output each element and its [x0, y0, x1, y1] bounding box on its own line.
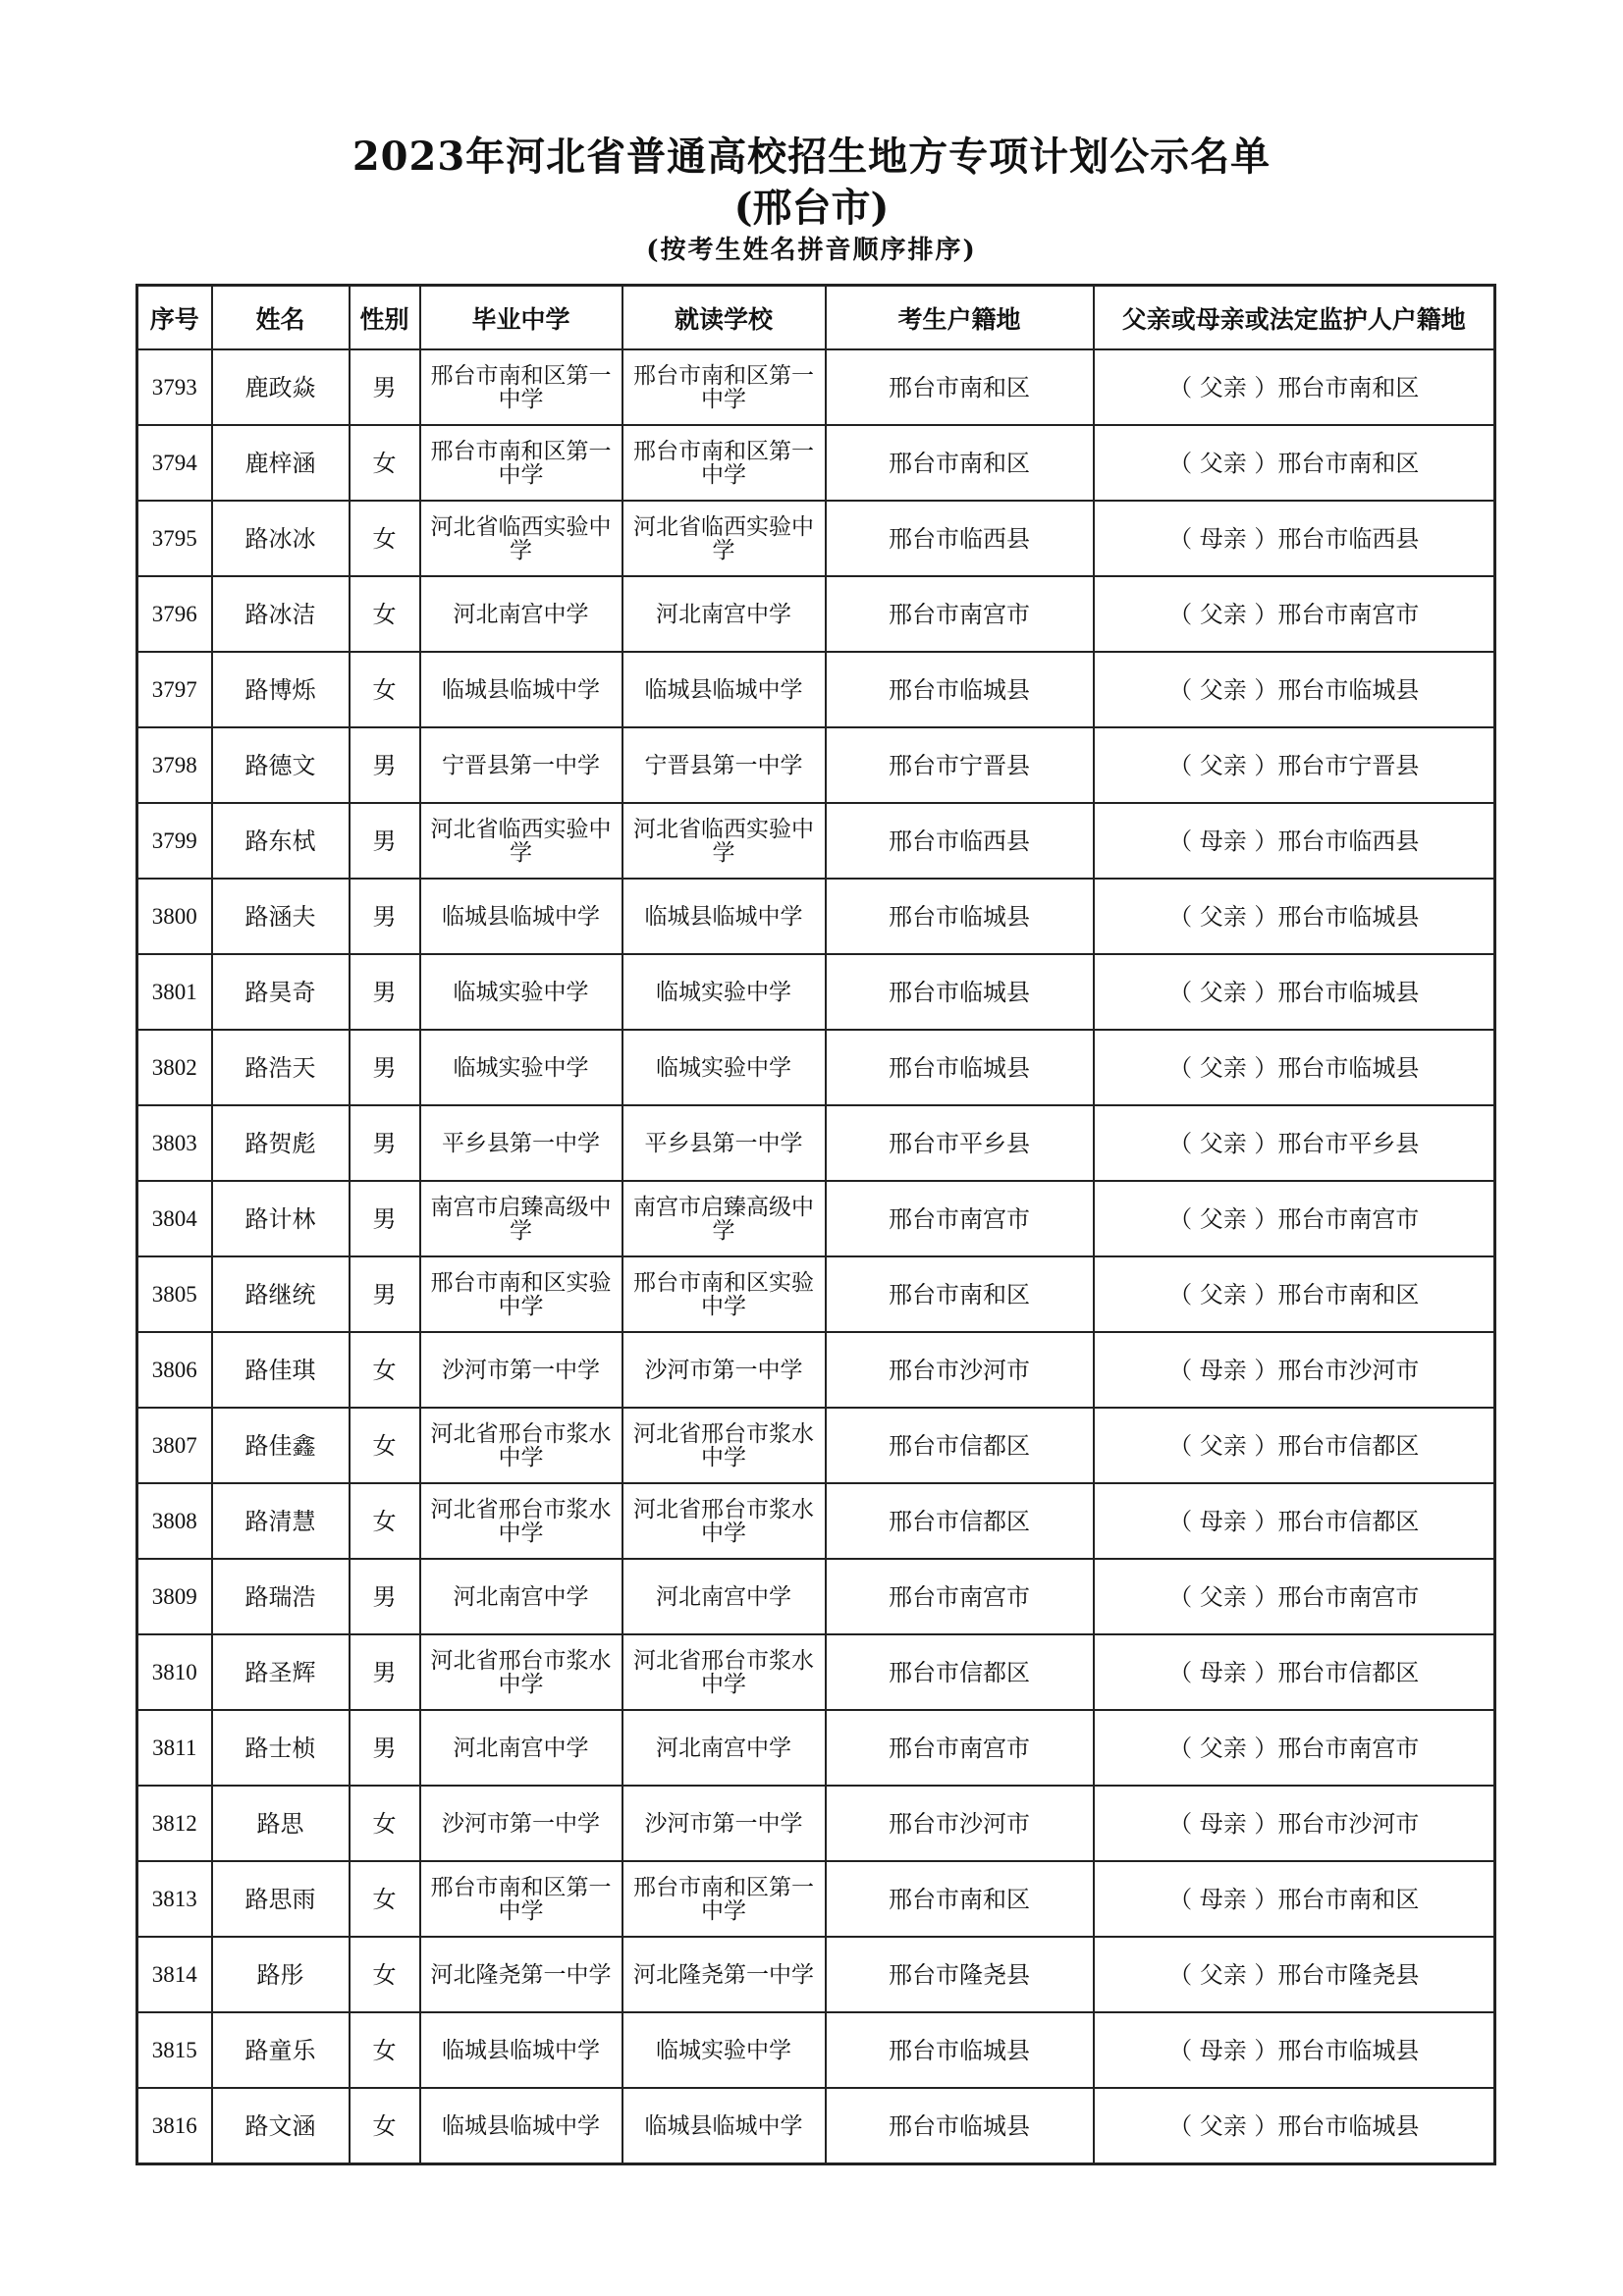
cell-graduation-school: 南宫市启臻高级中学 [420, 1181, 622, 1256]
cell-current-school: 河北省临西实验中学 [622, 803, 826, 879]
cell-graduation-school: 河北省邢台市浆水中学 [420, 1483, 622, 1559]
cell-index: 3797 [137, 652, 212, 727]
cell-guardian-registration: （ 父亲 ）邢台市南宫市 [1094, 1181, 1495, 1256]
roster-table [135, 284, 1496, 2165]
cell-current-school: 邢台市南和区第一中学 [622, 425, 826, 501]
cell-guardian-registration: （ 父亲 ）邢台市南宫市 [1094, 1559, 1495, 1634]
cell-household-registration: 邢台市沙河市 [826, 1332, 1094, 1408]
cell-name: 路涵夫 [212, 879, 350, 954]
cell-household-registration: 邢台市南宫市 [826, 576, 1094, 652]
cell-graduation-school: 临城县临城中学 [420, 2012, 622, 2088]
cell-name: 路童乐 [212, 2012, 350, 2088]
cell-household-registration: 邢台市南和区 [826, 1256, 1094, 1332]
cell-index: 3816 [137, 2088, 212, 2164]
cell-current-school: 邢台市南和区第一中学 [622, 349, 826, 425]
cell-index: 3795 [137, 501, 212, 576]
cell-household-registration: 邢台市南和区 [826, 349, 1094, 425]
cell-name: 路继统 [212, 1256, 350, 1332]
cell-guardian-registration: （ 父亲 ）邢台市南和区 [1094, 349, 1495, 425]
cell-guardian-registration: （ 母亲 ）邢台市临西县 [1094, 501, 1495, 576]
cell-current-school: 临城实验中学 [622, 954, 826, 1030]
cell-current-school: 河北南宫中学 [622, 1710, 826, 1786]
cell-index: 3802 [137, 1030, 212, 1105]
column-header-household-registration: 考生户籍地 [826, 286, 1094, 350]
table-row [137, 501, 1495, 576]
cell-graduation-school: 临城实验中学 [420, 1030, 622, 1105]
cell-graduation-school: 河北省临西实验中学 [420, 501, 622, 576]
cell-gender: 女 [350, 501, 420, 576]
cell-gender: 女 [350, 1483, 420, 1559]
cell-gender: 男 [350, 879, 420, 954]
cell-gender: 男 [350, 1559, 420, 1634]
cell-gender: 女 [350, 2012, 420, 2088]
cell-gender: 男 [350, 1030, 420, 1105]
cell-name: 路瑞浩 [212, 1559, 350, 1634]
cell-gender: 女 [350, 425, 420, 501]
cell-name: 路东栻 [212, 803, 350, 879]
cell-name: 路浩天 [212, 1030, 350, 1105]
cell-index: 3801 [137, 954, 212, 1030]
cell-name: 路思 [212, 1786, 350, 1861]
cell-guardian-registration: （ 母亲 ）邢台市临城县 [1094, 2012, 1495, 2088]
cell-household-registration: 邢台市南宫市 [826, 1559, 1094, 1634]
cell-current-school: 临城县临城中学 [622, 879, 826, 954]
cell-index: 3815 [137, 2012, 212, 2088]
cell-household-registration: 邢台市临城县 [826, 879, 1094, 954]
cell-gender: 女 [350, 1786, 420, 1861]
cell-gender: 男 [350, 727, 420, 803]
cell-graduation-school: 临城县临城中学 [420, 879, 622, 954]
cell-household-registration: 邢台市临西县 [826, 803, 1094, 879]
cell-gender: 男 [350, 1181, 420, 1256]
cell-household-registration: 邢台市临城县 [826, 954, 1094, 1030]
cell-graduation-school: 临城实验中学 [420, 954, 622, 1030]
cell-graduation-school: 宁晋县第一中学 [420, 727, 622, 803]
cell-name: 路贺彪 [212, 1105, 350, 1181]
cell-guardian-registration: （ 父亲 ）邢台市临城县 [1094, 879, 1495, 954]
cell-household-registration: 邢台市临城县 [826, 2012, 1094, 2088]
cell-guardian-registration: （ 父亲 ）邢台市南宫市 [1094, 1710, 1495, 1786]
cell-index: 3793 [137, 349, 212, 425]
cell-index: 3810 [137, 1634, 212, 1710]
cell-household-registration: 邢台市南宫市 [826, 1710, 1094, 1786]
cell-current-school: 临城县临城中学 [622, 2088, 826, 2164]
cell-gender: 男 [350, 1256, 420, 1332]
cell-name: 路昊奇 [212, 954, 350, 1030]
cell-current-school: 河北南宫中学 [622, 1559, 826, 1634]
page-subtitle: (邢台市) [733, 185, 890, 231]
table-row [137, 1483, 1495, 1559]
cell-gender: 男 [350, 349, 420, 425]
cell-gender: 女 [350, 1937, 420, 2012]
cell-guardian-registration: （ 母亲 ）邢台市沙河市 [1094, 1786, 1495, 1861]
cell-current-school: 河北省临西实验中学 [622, 501, 826, 576]
cell-graduation-school: 沙河市第一中学 [420, 1786, 622, 1861]
cell-guardian-registration: （ 父亲 ）邢台市临城县 [1094, 1030, 1495, 1105]
cell-name: 路佳鑫 [212, 1408, 350, 1483]
cell-name: 鹿政焱 [212, 349, 350, 425]
cell-index: 3799 [137, 803, 212, 879]
table-row [137, 576, 1495, 652]
cell-graduation-school: 邢台市南和区实验中学 [420, 1256, 622, 1332]
cell-guardian-registration: （ 母亲 ）邢台市信都区 [1094, 1483, 1495, 1559]
cell-gender: 女 [350, 1861, 420, 1937]
cell-guardian-registration: （ 母亲 ）邢台市信都区 [1094, 1634, 1495, 1710]
cell-gender: 女 [350, 652, 420, 727]
cell-name: 路德文 [212, 727, 350, 803]
cell-household-registration: 邢台市沙河市 [826, 1786, 1094, 1861]
cell-household-registration: 邢台市临城县 [826, 652, 1094, 727]
cell-graduation-school: 临城县临城中学 [420, 652, 622, 727]
cell-index: 3807 [137, 1408, 212, 1483]
table-row [137, 879, 1495, 954]
table-row [137, 1786, 1495, 1861]
column-header-index: 序号 [137, 286, 212, 350]
cell-guardian-registration: （ 父亲 ）邢台市临城县 [1094, 2088, 1495, 2164]
cell-graduation-school: 河北省邢台市浆水中学 [420, 1408, 622, 1483]
cell-household-registration: 邢台市宁晋县 [826, 727, 1094, 803]
cell-name: 鹿梓涵 [212, 425, 350, 501]
cell-gender: 女 [350, 1332, 420, 1408]
cell-guardian-registration: （ 父亲 ）邢台市临城县 [1094, 652, 1495, 727]
cell-gender: 女 [350, 576, 420, 652]
cell-index: 3794 [137, 425, 212, 501]
table-row [137, 954, 1495, 1030]
cell-household-registration: 邢台市信都区 [826, 1408, 1094, 1483]
cell-index: 3813 [137, 1861, 212, 1937]
cell-gender: 男 [350, 803, 420, 879]
cell-household-registration: 邢台市临城县 [826, 1030, 1094, 1105]
cell-gender: 男 [350, 1634, 420, 1710]
cell-name: 路彤 [212, 1937, 350, 2012]
cell-guardian-registration: （ 父亲 ）邢台市南和区 [1094, 1256, 1495, 1332]
table-row [137, 727, 1495, 803]
column-header-current-school: 就读学校 [622, 286, 826, 350]
cell-graduation-school: 沙河市第一中学 [420, 1332, 622, 1408]
cell-index: 3809 [137, 1559, 212, 1634]
column-header-name: 姓名 [212, 286, 350, 350]
cell-graduation-school: 河北南宫中学 [420, 576, 622, 652]
cell-current-school: 河北省邢台市浆水中学 [622, 1634, 826, 1710]
cell-household-registration: 邢台市隆尧县 [826, 1937, 1094, 2012]
cell-name: 路冰洁 [212, 576, 350, 652]
cell-current-school: 邢台市南和区第一中学 [622, 1861, 826, 1937]
table-row [137, 1408, 1495, 1483]
cell-current-school: 临城实验中学 [622, 1030, 826, 1105]
table-row [137, 652, 1495, 727]
cell-current-school: 河北南宫中学 [622, 576, 826, 652]
cell-guardian-registration: （ 父亲 ）邢台市平乡县 [1094, 1105, 1495, 1181]
column-header-gender: 性别 [350, 286, 420, 350]
table-row [137, 1634, 1495, 1710]
cell-graduation-school: 河北南宫中学 [420, 1559, 622, 1634]
cell-index: 3811 [137, 1710, 212, 1786]
cell-household-registration: 邢台市南和区 [826, 1861, 1094, 1937]
cell-current-school: 河北隆尧第一中学 [622, 1937, 826, 2012]
cell-graduation-school: 河北省临西实验中学 [420, 803, 622, 879]
cell-name: 路佳琪 [212, 1332, 350, 1408]
cell-current-school: 沙河市第一中学 [622, 1332, 826, 1408]
cell-household-registration: 邢台市信都区 [826, 1483, 1094, 1559]
cell-current-school: 平乡县第一中学 [622, 1105, 826, 1181]
cell-graduation-school: 河北南宫中学 [420, 1710, 622, 1786]
cell-current-school: 南宫市启臻高级中学 [622, 1181, 826, 1256]
table-row [137, 1256, 1495, 1332]
cell-graduation-school: 河北省邢台市浆水中学 [420, 1634, 622, 1710]
table-row [137, 349, 1495, 425]
cell-name: 路冰冰 [212, 501, 350, 576]
cell-graduation-school: 临城县临城中学 [420, 2088, 622, 2164]
cell-name: 路博烁 [212, 652, 350, 727]
cell-name: 路士桢 [212, 1710, 350, 1786]
cell-name: 路计林 [212, 1181, 350, 1256]
cell-gender: 女 [350, 2088, 420, 2164]
cell-household-registration: 邢台市临城县 [826, 2088, 1094, 2164]
table-row [137, 2012, 1495, 2088]
cell-index: 3804 [137, 1181, 212, 1256]
cell-index: 3814 [137, 1937, 212, 2012]
cell-household-registration: 邢台市信都区 [826, 1634, 1094, 1710]
table-header-row [137, 286, 1495, 350]
table-row [137, 1861, 1495, 1937]
table-row [137, 2088, 1495, 2164]
cell-index: 3800 [137, 879, 212, 954]
cell-gender: 男 [350, 1105, 420, 1181]
cell-current-school: 河北省邢台市浆水中学 [622, 1408, 826, 1483]
cell-index: 3812 [137, 1786, 212, 1861]
table-row [137, 803, 1495, 879]
cell-graduation-school: 平乡县第一中学 [420, 1105, 622, 1181]
cell-index: 3796 [137, 576, 212, 652]
cell-current-school: 临城实验中学 [622, 2012, 826, 2088]
cell-name: 路思雨 [212, 1861, 350, 1937]
cell-current-school: 临城县临城中学 [622, 652, 826, 727]
table-row [137, 1105, 1495, 1181]
cell-gender: 男 [350, 1710, 420, 1786]
cell-guardian-registration: （ 父亲 ）邢台市临城县 [1094, 954, 1495, 1030]
sort-note: (按考生姓名拼音顺序排序) [646, 236, 977, 265]
cell-current-school: 宁晋县第一中学 [622, 727, 826, 803]
cell-guardian-registration: （ 父亲 ）邢台市南和区 [1094, 425, 1495, 501]
cell-graduation-school: 河北隆尧第一中学 [420, 1937, 622, 2012]
cell-index: 3803 [137, 1105, 212, 1181]
cell-name: 路清慧 [212, 1483, 350, 1559]
cell-guardian-registration: （ 父亲 ）邢台市南宫市 [1094, 576, 1495, 652]
cell-guardian-registration: （ 父亲 ）邢台市隆尧县 [1094, 1937, 1495, 2012]
cell-graduation-school: 邢台市南和区第一中学 [420, 425, 622, 501]
cell-guardian-registration: （ 母亲 ）邢台市沙河市 [1094, 1332, 1495, 1408]
cell-household-registration: 邢台市南宫市 [826, 1181, 1094, 1256]
cell-graduation-school: 邢台市南和区第一中学 [420, 1861, 622, 1937]
cell-guardian-registration: （ 母亲 ）邢台市南和区 [1094, 1861, 1495, 1937]
cell-index: 3798 [137, 727, 212, 803]
cell-index: 3808 [137, 1483, 212, 1559]
cell-name: 路文涵 [212, 2088, 350, 2164]
table-row [137, 1559, 1495, 1634]
cell-household-registration: 邢台市临西县 [826, 501, 1094, 576]
column-header-guardian-registration: 父亲或母亲或法定监护人户籍地 [1094, 286, 1495, 350]
column-header-graduation-school: 毕业中学 [420, 286, 622, 350]
table-row [137, 1937, 1495, 2012]
cell-guardian-registration: （ 父亲 ）邢台市信都区 [1094, 1408, 1495, 1483]
cell-graduation-school: 邢台市南和区第一中学 [420, 349, 622, 425]
cell-name: 路圣辉 [212, 1634, 350, 1710]
cell-index: 3806 [137, 1332, 212, 1408]
cell-current-school: 河北省邢台市浆水中学 [622, 1483, 826, 1559]
cell-household-registration: 邢台市南和区 [826, 425, 1094, 501]
table-row [137, 1710, 1495, 1786]
cell-gender: 男 [350, 954, 420, 1030]
page-title: 2023年河北省普通高校招生地方专项计划公示名单 [352, 133, 1271, 180]
table-row [137, 1030, 1495, 1105]
cell-current-school: 邢台市南和区实验中学 [622, 1256, 826, 1332]
table-row [137, 1332, 1495, 1408]
cell-guardian-registration: （ 母亲 ）邢台市临西县 [1094, 803, 1495, 879]
cell-gender: 女 [350, 1408, 420, 1483]
table-row [137, 1181, 1495, 1256]
cell-index: 3805 [137, 1256, 212, 1332]
cell-current-school: 沙河市第一中学 [622, 1786, 826, 1861]
cell-guardian-registration: （ 父亲 ）邢台市宁晋县 [1094, 727, 1495, 803]
cell-household-registration: 邢台市平乡县 [826, 1105, 1094, 1181]
table-row [137, 425, 1495, 501]
